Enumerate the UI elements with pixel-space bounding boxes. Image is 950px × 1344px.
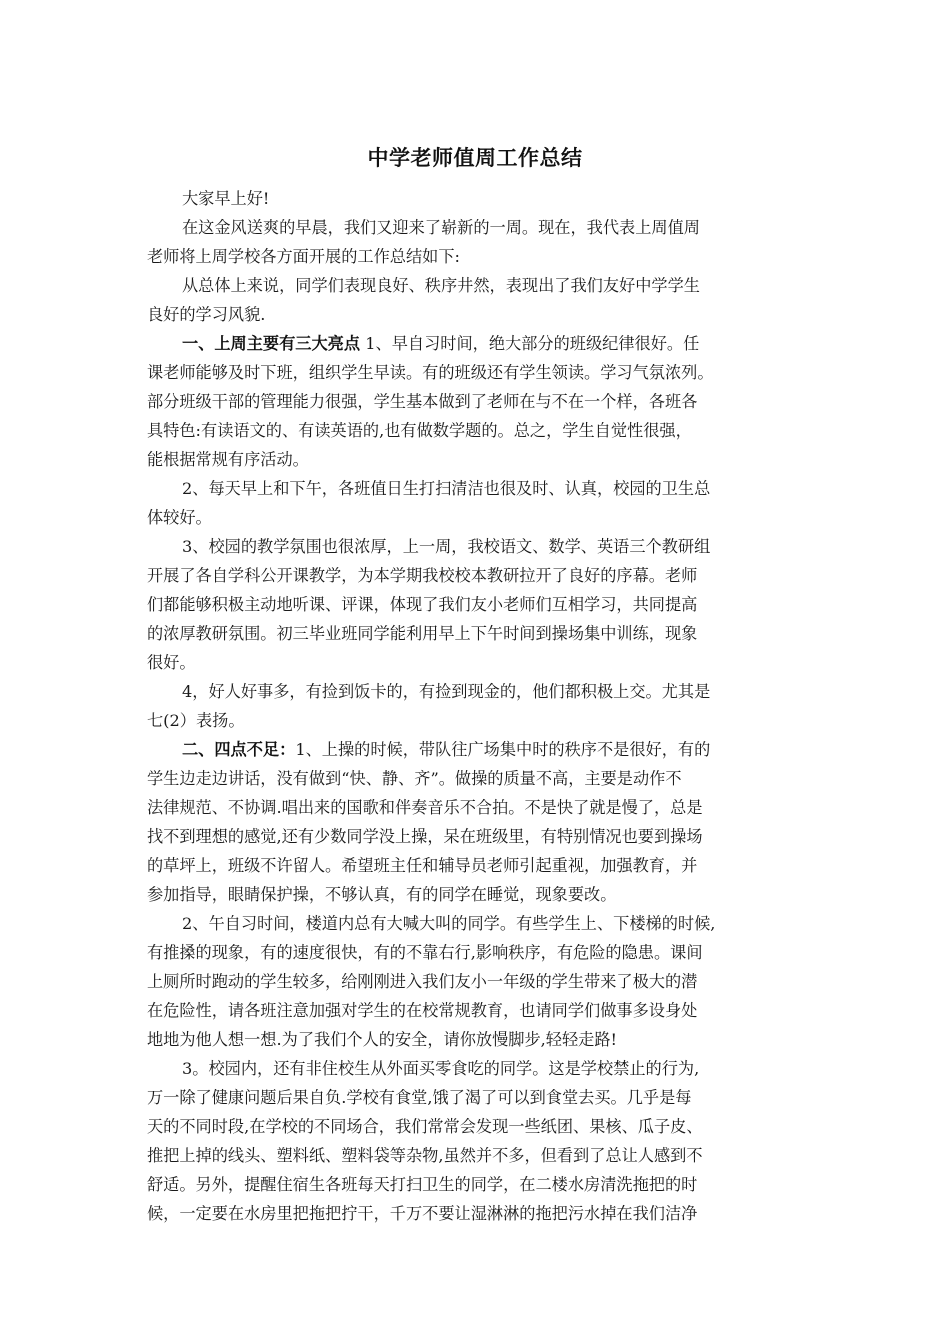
text-line: [147, 793, 812, 822]
line-text: 开展了各自学科公开课教学，为本学期我校校本教研拉开了良好的序幕。老师: [147, 566, 698, 585]
line-text: 学生边走边讲话，没有做到“快、静、齐”。做操的质量不高，主要是动作不: [147, 769, 682, 788]
line-text: 大家早上好!: [182, 189, 270, 208]
text-line: [147, 648, 812, 677]
text-line: [147, 358, 812, 387]
text-line: [147, 851, 812, 880]
line-text: 很好。: [147, 653, 196, 672]
text-line: [147, 474, 812, 503]
line-text: 的浓厚教研氛围。初三毕业班同学能利用早上下午时间到操场集中训练，现象: [147, 624, 698, 643]
line-text: 上厕所时跑动的学生较多，给刚刚进入我们友小一年级的学生带来了极大的潜: [147, 972, 698, 991]
text-line: [147, 706, 812, 735]
text-line: [147, 1112, 812, 1141]
text-line: [147, 387, 812, 416]
line-text: 万一除了健康问题后果自负.学校有食堂,饿了渴了可以到食堂去买。几乎是每: [147, 1088, 692, 1107]
text-line: [147, 764, 812, 793]
text-line: [147, 822, 812, 851]
line-text: 3。校园内，还有非住校生从外面买零食吃的同学。这是学校禁止的行为,: [182, 1059, 700, 1078]
line-text: 2、每天早上和下午，各班值日生打扫清洁也很及时、认真，校园的卫生总: [182, 479, 711, 498]
text-line: [147, 1054, 812, 1083]
document-title: 中学老师值周工作总结: [367, 146, 583, 170]
text-line: [147, 619, 812, 648]
text-line: [147, 184, 812, 213]
line-text: 从总体上来说，同学们表现良好、秩序井然，表现出了我们友好中学学生: [182, 276, 700, 295]
line-text: 1、上操的时候，带队往广场集中时的秩序不是很好，有的: [295, 740, 711, 759]
line-text: 4，好人好事多，有捡到饭卡的，有捡到现金的，他们都积极上交。尤其是: [182, 682, 711, 701]
line-text: 候，一定要在水房里把拖把拧干，千万不要让湿淋淋的拖把污水掉在我们洁净: [147, 1204, 698, 1223]
text-line: [147, 242, 812, 271]
line-text: 有推搡的现象，有的速度很快，有的不靠右行,影响秩序，有危险的隐患。课间: [147, 943, 703, 962]
line-text: 体较好。: [147, 508, 212, 527]
document-body: [147, 184, 812, 1228]
line-text: 天的不同时段,在学校的不同场合，我们常常会发现一些纸团、果核、瓜子皮、: [147, 1117, 703, 1136]
line-text: 在这金风送爽的早晨，我们又迎来了崭新的一周。现在，我代表上周值周: [182, 218, 700, 237]
text-line: [147, 532, 812, 561]
text-line: [147, 213, 812, 242]
line-text: 能根据常规有序活动。: [147, 450, 309, 469]
text-line: [147, 329, 812, 358]
line-text: 找不到理想的感觉,还有少数同学没上操，呆在班级里，有特别情况也要到操场: [147, 827, 703, 846]
text-line: [147, 416, 812, 445]
line-text: 在危险性，请各班注意加强对学生的在校常规教育，也请同学们做事多设身处: [147, 1001, 698, 1020]
text-line: [147, 1141, 812, 1170]
line-text: 地地为他人想一想.为了我们个人的安全，请你放慢脚步,轻轻走路!: [147, 1030, 618, 1049]
line-text: 老师将上周学校各方面开展的工作总结如下:: [147, 247, 461, 266]
line-text: 3、校园的教学氛围也很浓厚，上一周，我校语文、数学、英语三个教研组: [182, 537, 711, 556]
text-line: [147, 880, 812, 909]
line-text: 课老师能够及时下班，组织学生早读。有的班级还有学生领读。学习气氛浓列。: [147, 363, 714, 382]
line-text: 1、早自习时间，绝大部分的班级纪律很好。任: [360, 334, 700, 353]
line-text: 们都能够积极主动地听课、评课，体现了我们友小老师们互相学习，共同提高: [147, 595, 698, 614]
section-heading: 二、四点不足：: [182, 740, 296, 759]
line-text: 法律规范、不协调.唱出来的国歌和伴奏音乐不合拍。不是快了就是慢了，总是: [147, 798, 703, 817]
text-line: [147, 561, 812, 590]
text-line: [147, 1083, 812, 1112]
text-line: [147, 1199, 812, 1228]
text-line: [147, 735, 812, 764]
line-text: 良好的学习风貌.: [147, 305, 266, 324]
text-line: [147, 677, 812, 706]
text-line: [147, 271, 812, 300]
line-text: 七(2）表扬。: [147, 711, 245, 730]
text-line: [147, 996, 812, 1025]
text-line: [147, 1025, 812, 1054]
line-text: 具特色:有读语文的、有读英语的,也有做数学题的。总之，学生自觉性很强，: [147, 421, 692, 440]
line-text: 参加指导，眼睛保护操，不够认真，有的同学在睡觉，现象要改。: [147, 885, 617, 904]
text-line: [147, 909, 812, 938]
line-text: 推把上掉的线头、塑料纸、塑料袋等杂物,虽然并不多，但看到了总让人感到不: [147, 1146, 703, 1165]
section-heading: 一、上周主要有三大亮点: [182, 334, 361, 353]
line-text: 部分班级干部的管理能力很强，学生基本做到了老师在与不在一个样，各班各: [147, 392, 698, 411]
text-line: [147, 967, 812, 996]
text-line: [147, 938, 812, 967]
line-text: 的草坪上，班级不许留人。希望班主任和辅导员老师引起重视，加强教育，并: [147, 856, 698, 875]
text-line: [147, 503, 812, 532]
text-line: [147, 445, 812, 474]
text-line: [147, 300, 812, 329]
text-line: [147, 1170, 812, 1199]
text-line: [147, 590, 812, 619]
line-text: 舒适。另外，提醒住宿生各班每天打扫卫生的同学，在二楼水房清洗拖把的时: [147, 1175, 698, 1194]
line-text: 2、午自习时间，楼道内总有大喊大叫的同学。有些学生上、下楼梯的时候,: [182, 914, 716, 933]
